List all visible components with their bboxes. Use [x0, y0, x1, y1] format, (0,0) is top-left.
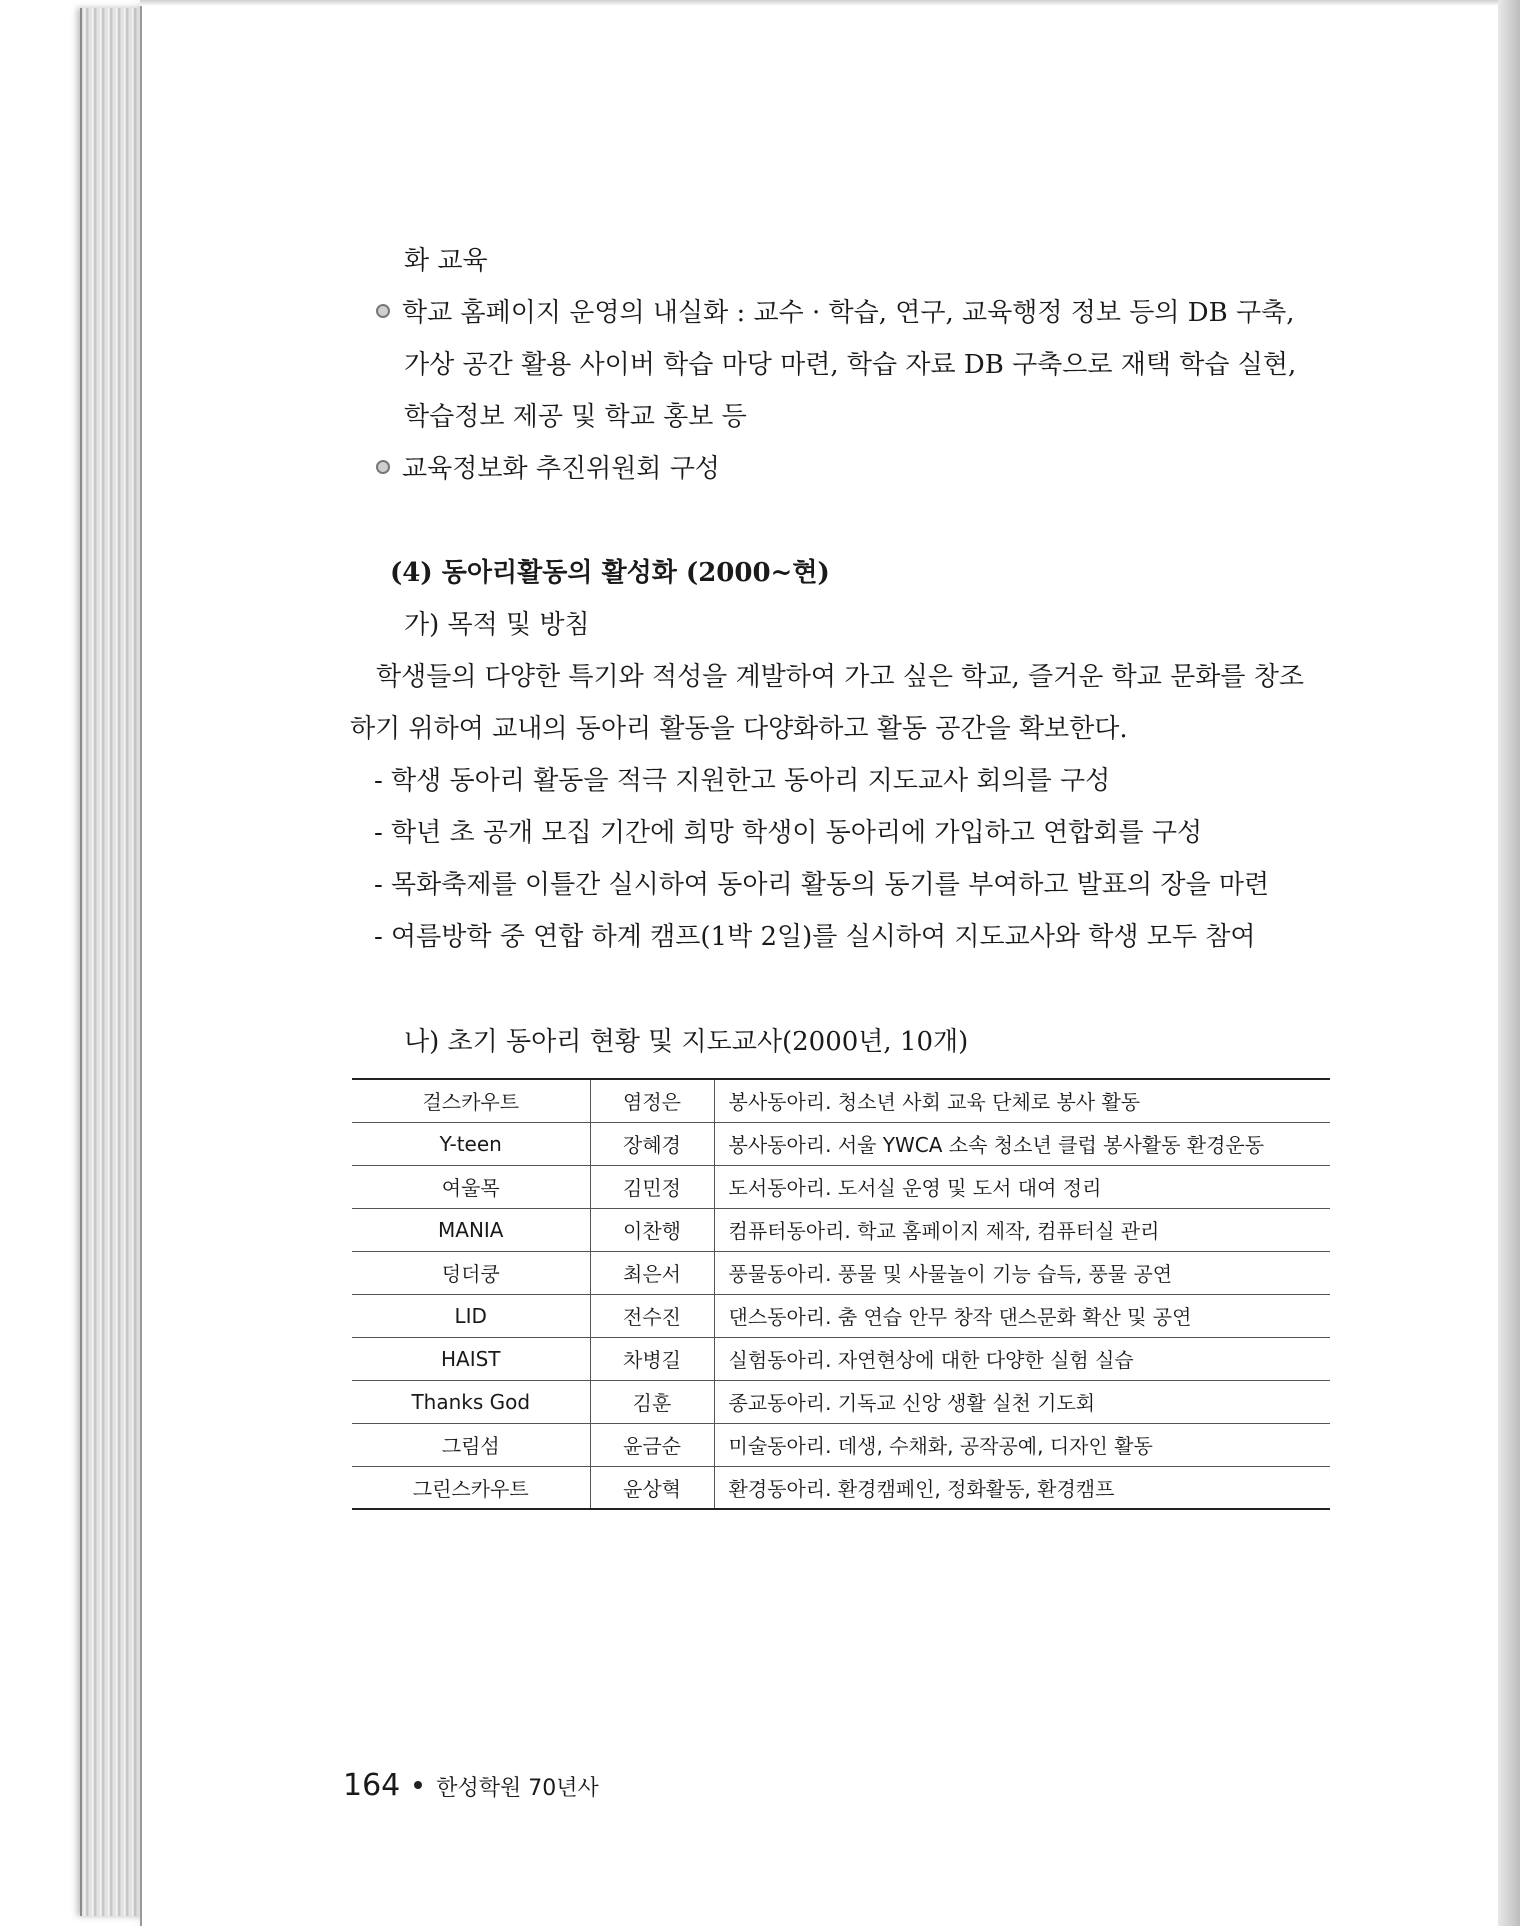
- page-right-shadow: [1498, 0, 1520, 1926]
- club-description: 풍물동아리. 풍물 및 사물놀이 기능 습득, 풍물 공연: [714, 1251, 1330, 1294]
- subheading-purpose: 가) 목적 및 방침: [404, 610, 590, 640]
- bullet-line-homepage: [376, 296, 1294, 330]
- book-edge: [80, 8, 148, 1916]
- club-teacher: 전수진: [590, 1294, 714, 1337]
- dash-item-4: - 여름방학 중 연합 하계 캠프(1박 2일)를 실시하여 지도교사와 학생 모두 참여: [374, 922, 1256, 952]
- table-row: [352, 1208, 1330, 1251]
- page-footer: [343, 1768, 599, 1803]
- paragraph-line-1: 학생들의 다양한 특기와 적성을 계발하여 가고 싶은 학교, 즐거운 학교 문화를 창조: [376, 662, 1305, 692]
- book-title: 한성학원 70년사: [436, 1776, 599, 1801]
- club-name: 여울목: [352, 1165, 590, 1208]
- table-row: [352, 1466, 1330, 1509]
- club-name: 그린스카우트: [352, 1466, 590, 1509]
- club-name: Thanks God: [352, 1380, 590, 1423]
- club-description: 봉사동아리. 서울 YWCA 소속 청소년 클럽 봉사활동 환경운동: [714, 1122, 1330, 1165]
- bullet-line-committee: [376, 452, 720, 486]
- club-name: HAIST: [352, 1337, 590, 1380]
- club-description: 미술동아리. 데생, 수채화, 공작공예, 디자인 활동: [714, 1423, 1330, 1466]
- club-name: LID: [352, 1294, 590, 1337]
- club-description: 도서동아리. 도서실 운영 및 도서 대여 정리: [714, 1165, 1330, 1208]
- club-teacher: 최은서: [590, 1251, 714, 1294]
- table-row: [352, 1122, 1330, 1165]
- dash-item-3: - 목화축제를 이틀간 실시하여 동아리 활동의 동기를 부여하고 발표의 장을 마련: [374, 870, 1270, 900]
- club-teacher: 윤상혁: [590, 1466, 714, 1509]
- bullet-icon: [376, 304, 390, 318]
- club-description: 컴퓨터동아리. 학교 홈페이지 제작, 컴퓨터실 관리: [714, 1208, 1330, 1251]
- page-number: 164: [343, 1768, 401, 1803]
- dot-icon: [414, 1781, 422, 1789]
- subheading-clubs: 나) 초기 동아리 현황 및 지도교사(2000년, 10개): [404, 1027, 969, 1057]
- club-teacher: 염정은: [590, 1079, 714, 1122]
- bullet-text: 교육정보화 추진위원회 구성: [402, 454, 720, 484]
- section-heading: (4) 동아리활동의 활성화 (2000~현): [390, 558, 830, 588]
- table-row: [352, 1380, 1330, 1423]
- body-line-1: 화 교육: [404, 246, 488, 276]
- table-row: [352, 1337, 1330, 1380]
- club-name: 걸스카우트: [352, 1079, 590, 1122]
- club-teacher: 장혜경: [590, 1122, 714, 1165]
- club-name: 덩더쿵: [352, 1251, 590, 1294]
- clubs-table: [352, 1078, 1330, 1510]
- body-line-3: 가상 공간 활용 사이버 학습 마당 마련, 학습 자료 DB 구축으로 재택 학습 실현,: [404, 350, 1297, 380]
- table-row: [352, 1294, 1330, 1337]
- club-teacher: 김훈: [590, 1380, 714, 1423]
- page-top-shadow: [140, 0, 1520, 6]
- page: [140, 0, 1502, 1926]
- body-line-4: 학습정보 제공 및 학교 홍보 등: [404, 402, 747, 432]
- club-teacher: 윤금순: [590, 1423, 714, 1466]
- dash-item-2: - 학년 초 공개 모집 기간에 희망 학생이 동아리에 가입하고 연합회를 구성: [374, 818, 1203, 848]
- club-teacher: 김민정: [590, 1165, 714, 1208]
- club-description: 실험동아리. 자연현상에 대한 다양한 실험 실습: [714, 1337, 1330, 1380]
- club-description: 봉사동아리. 청소년 사회 교육 단체로 봉사 활동: [728, 1090, 1141, 1115]
- table-row: [352, 1165, 1330, 1208]
- club-name: Y-teen: [352, 1122, 590, 1165]
- table-row: [352, 1423, 1330, 1466]
- bullet-icon: [376, 460, 390, 474]
- club-teacher: 이찬행: [590, 1208, 714, 1251]
- club-teacher: 차병길: [590, 1337, 714, 1380]
- table-row: [352, 1079, 1330, 1122]
- club-name: MANIA: [352, 1208, 590, 1251]
- club-name: 그림섬: [352, 1423, 590, 1466]
- club-description: 종교동아리. 기독교 신앙 생활 실천 기도회: [714, 1380, 1330, 1423]
- bullet-text: 학교 홈페이지 운영의 내실화 : 교수 · 학습, 연구, 교육행정 정보 등의 DB 구축,: [402, 298, 1295, 328]
- paragraph-line-2: 하기 위하여 교내의 동아리 활동을 다양화하고 활동 공간을 확보한다.: [350, 714, 1128, 744]
- dash-item-1: - 학생 동아리 활동을 적극 지원한고 동아리 지도교사 회의를 구성: [374, 766, 1111, 796]
- club-description: 환경동아리. 환경캠페인, 정화활동, 환경캠프: [714, 1466, 1330, 1509]
- club-description: 댄스동아리. 춤 연습 안무 창작 댄스문화 확산 및 공연: [714, 1294, 1330, 1337]
- table-row: [352, 1251, 1330, 1294]
